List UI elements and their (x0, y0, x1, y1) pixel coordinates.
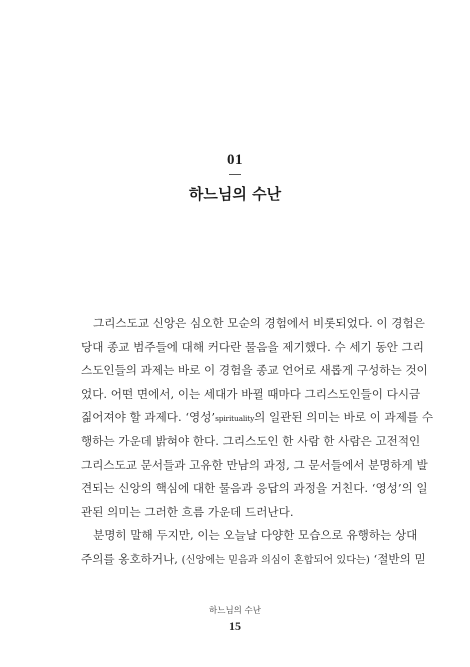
text-fragment: 짊어져야 할 과제다. ‘영성’ (81, 410, 216, 425)
english-gloss: spirituality (215, 414, 255, 424)
text-line: 행하는 가운데 밝혀야 한다. 그리스도인 한 사람 한 사람은 고전적인 (81, 433, 421, 448)
chapter-number: 01 (227, 152, 243, 168)
text-fragment: 의 일관된 의미는 바로 이 과제를 수 (254, 410, 434, 425)
text-fragment: 주의를 옹호하거나, (81, 551, 182, 566)
text-line: 견되는 신앙의 핵심에 대한 물음과 응답의 과정을 거친다. ‘영성’의 일 (81, 481, 428, 496)
body-text (81, 312, 434, 572)
page-number: 15 (229, 619, 241, 633)
parenthetical-note: (신앙에는 믿음과 의심이 혼합되어 있다는) (181, 554, 370, 566)
text-line: 그리스도교 문서들과 고유한 만남의 과정, 그 문서들에서 분명하게 발 (81, 457, 428, 472)
chapter-title: 하느님의 수난 (188, 185, 282, 203)
text-line: 었다. 어떤 면에서, 이는 세대가 바뀔 때마다 그리스도인들이 다시금 (81, 386, 421, 401)
text-line (81, 406, 434, 430)
text-line (81, 548, 426, 572)
text-line: 관된 의미는 그러한 흐름 가운데 드러난다. (81, 504, 294, 519)
text-line: 분명히 말해 두지만, 이는 오늘날 다양한 모습으로 유행하는 상대 (93, 528, 418, 543)
text-line: 스도인들의 과제는 바로 이 경험을 종교 언어로 새롭게 구성하는 것이 (81, 363, 428, 378)
chapter-rule (229, 174, 241, 175)
running-title: 하느님의 수난 (209, 606, 261, 616)
text-line: 당대 종교 범주들에 대해 커다란 물음을 제기했다. 수 세기 동안 그리 (81, 339, 424, 354)
text-fragment: ‘절반의 믿 (369, 551, 426, 566)
text-line: 그리스도교 신앙은 심오한 모순의 경험에서 비롯되었다. 이 경험은 (93, 316, 425, 330)
